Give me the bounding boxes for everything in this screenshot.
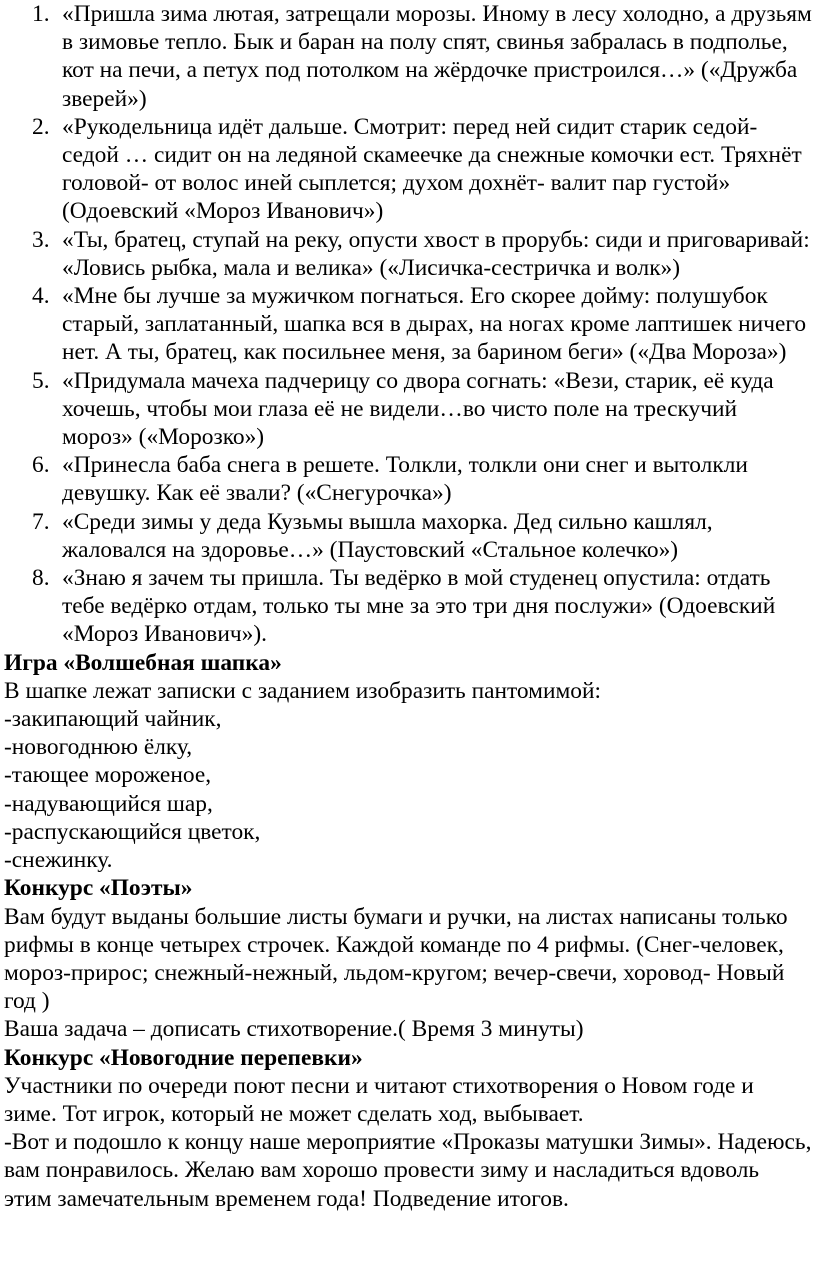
quote-text: «Мне бы лучше за мужичком погнаться. Его скорее дойму: полушубок старый, заплатанный, шапка вся в дырах, на ногах кроме лаптишек ничего нет. А ты, братец, как посильнее меня, за барином беги» («Два Мороза»): [62, 283, 807, 366]
game-item: -новогоднюю ёлку,: [4, 734, 193, 761]
quote-item-1: [0, 0, 816, 113]
quote-item-8: [0, 564, 816, 649]
game-intro: В шапке лежат записки с заданием изобразить пантомимой:: [4, 677, 601, 704]
songs-text: Участники по очереди поют песни и читают стихотворения о Новом годе и зиме. Тот игрок, который не может сделать ход, выбывает.: [4, 1072, 754, 1127]
quote-text: «Знаю я зачем ты пришла. Ты ведёрко в мой студенец опустила: отдать тебе ведёрко отдам, только ты мне за это три дня послужи» (Одоевский «Мороз Иванович»).: [62, 565, 776, 648]
quote-item-3: [0, 226, 816, 282]
poets-task: Ваша задача – дописать стихотворение.( Время 3 минуты): [4, 1016, 584, 1043]
quote-text: «Рукодельница идёт дальше. Смотрит: перед ней сидит старик седой-седой … сидит он на ледяной скамеечке да снежные комочки ест. Тряхнёт головой- от волос иней сыплется; духом дохнёт- валит пар густой» (Одоевский «Мороз Иванович»): [62, 113, 802, 225]
quote-number: 5.: [32, 367, 50, 394]
game-heading: Игра «Волшебная шапка»: [4, 649, 282, 676]
quote-number: 2.: [32, 113, 50, 140]
quote-number: 7.: [32, 508, 50, 535]
poets-heading: Конкурс «Поэты»: [4, 875, 193, 902]
songs-section: [0, 1044, 816, 1213]
game-item: -снежинку.: [4, 847, 113, 874]
quote-item-2: [0, 113, 816, 226]
quote-number: 8.: [32, 565, 50, 592]
quote-text: «Среди зимы у деда Кузьмы вышла махорка. Дед сильно кашлял, жаловался на здоровье…» (Паустовский «Стальное колечко»): [62, 508, 713, 563]
quote-number: 4.: [32, 283, 50, 310]
quote-text: «Ты, братец, ступай на реку, опусти хвост в прорубь: сиди и приговаривай: «Ловись рыбка, мала и велика» («Лисичка-сестричка и волк»): [62, 226, 810, 281]
quote-item-4: [0, 282, 816, 367]
game-item: -распускающийся цветок,: [4, 818, 261, 845]
poets-section: [0, 874, 816, 1043]
quote-text: «Пришла зима лютая, затрещали морозы. Иному в лесу холодно, а друзьям в зимовье тепло. Бык и баран на полу спят, свинья забралась в подполье, кот на печи, а петух под потолком на жёрдочке пристроился…» («Дружба зверей»): [62, 1, 812, 112]
game-item: -закипающий чайник,: [4, 706, 222, 733]
songs-heading: Конкурс «Новогодние перепевки»: [4, 1044, 363, 1071]
quote-item-6: [0, 451, 816, 507]
quote-number: 6.: [32, 452, 50, 479]
quote-item-5: [0, 367, 816, 452]
quote-text: «Принесла баба снега в решете. Толкли, толкли они снег и вытолкли девушку. Как её звали? («Снегурочка»): [62, 452, 748, 507]
game-section: [0, 649, 816, 875]
quote-item-7: [0, 508, 816, 564]
quote-text: «Придумала мачеха падчерицу со двора согнать: «Вези, старик, её куда хочешь, чтобы мои глаза её не видели…во чисто поле на трескучий мороз» («Морозко»): [62, 367, 774, 451]
quote-number: 1.: [32, 1, 50, 27]
poets-text: Вам будут выданы большие листы бумаги и ручки, на листах написаны только рифмы в конце четырех строчек. Каждой команде по 4 рифмы. (Снег-человек, мороз-прирос; снежный-нежный, льдом-кругом; вечер-свечи, хоровод- Новый год ): [4, 903, 788, 1015]
game-item: -надувающийся шар,: [4, 790, 213, 817]
game-item: -тающее мороженое,: [4, 762, 212, 789]
songs-closing: -Вот и подошло к концу наше мероприятие «Проказы матушки Зимы». Надеюсь, вам понравилось. Желаю вам хорошо провести зиму и насладиться вдоволь этим замечательным временем года! Подведение итогов.: [4, 1129, 812, 1212]
quote-number: 3.: [32, 226, 50, 253]
